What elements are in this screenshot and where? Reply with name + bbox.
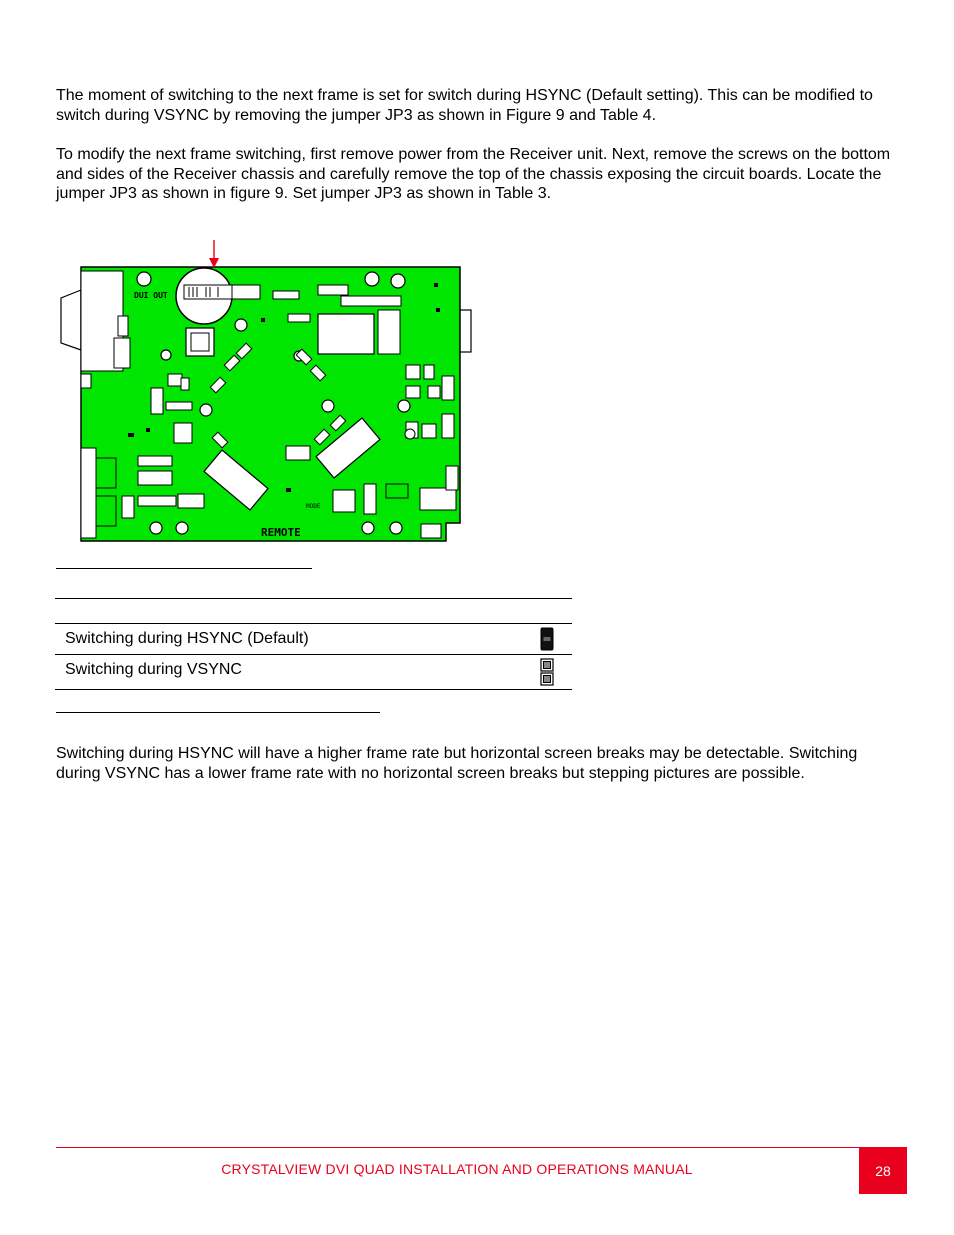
circuit-board-figure	[56, 238, 476, 544]
jumper-removed-icon	[540, 658, 554, 686]
footer-rule	[56, 1147, 907, 1148]
conclusion-paragraph: Switching during HSYNC will have a higher frame rate but horizontal screen breaks may be detectable. Switching during VSYNC has a lower frame rate with no horizontal screen breaks but stepping pictures are possible.	[56, 745, 858, 782]
jumper-settings-table	[55, 598, 572, 690]
remote-label: REMOTE	[261, 526, 301, 539]
row-label: Switching during VSYNC	[65, 661, 242, 678]
dui-out-label: DUI OUT	[134, 291, 168, 300]
circuit-board-diagram	[56, 238, 476, 544]
figure-caption-rule	[56, 568, 312, 569]
procedure-paragraph: To modify the next frame switching, first remove power from the Receiver unit. Next, remove the screws on the bottom and sides of the Receiver chassis and carefully remove the top of the chassis exposing the circuit boards. Locate the jumper JP3 as shown in figure 9. Set jumper JP3 as shown in Table 3.	[56, 146, 891, 203]
row-label: Switching during HSYNC (Default)	[65, 630, 309, 647]
jumper-installed-icon	[540, 627, 554, 651]
table-row	[55, 623, 572, 654]
intro-paragraph: The moment of switching to the next frame is set for switch during HSYNC (Default setting). This can be modified to switch during VSYNC by removing the jumper JP3 as shown in Figure 9 and Table 4.	[56, 87, 873, 124]
footer-title: CRYSTALVIEW DVI QUAD INSTALLATION AND OPERATIONS MANUAL	[221, 1161, 693, 1177]
table-row	[55, 654, 572, 690]
table-caption-rule	[56, 712, 380, 713]
table-header-row	[55, 598, 572, 623]
page-number: 28	[875, 1163, 891, 1179]
page-number-badge	[859, 1148, 907, 1194]
mode-label: MODE	[306, 503, 321, 510]
